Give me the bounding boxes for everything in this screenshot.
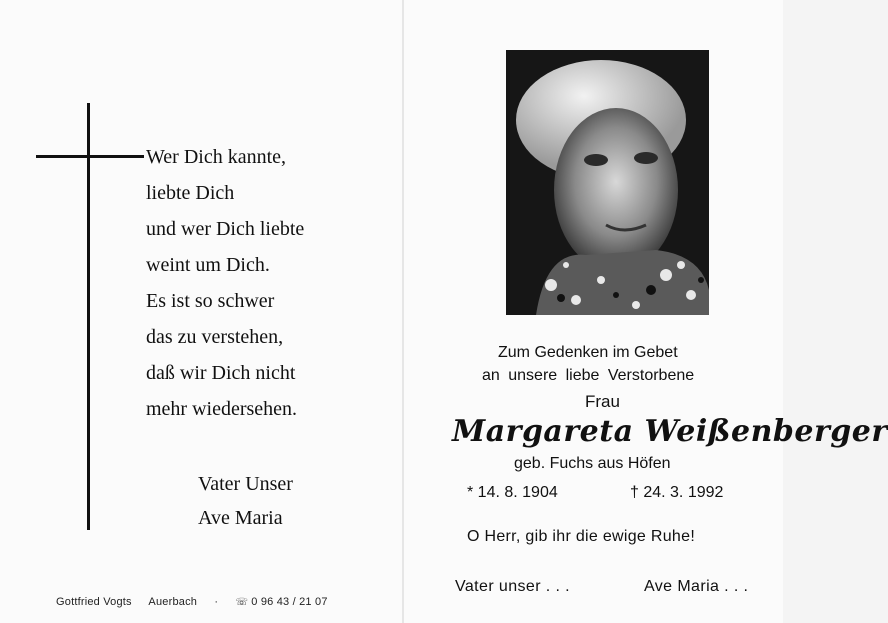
memorial-line-1: Zum Gedenken im Gebet [498,344,678,361]
poem-line: Wer Dich kannte, [146,146,286,168]
prayer-item: Ave Maria [198,507,283,529]
deceased-name: Margareta Weißenberger [452,414,888,449]
prayer-vater-unser: Vater unser . . . [455,578,570,595]
poem-line: weint um Dich. [146,254,270,276]
prayer-ave-maria: Ave Maria . . . [644,578,749,595]
portrait-photo [506,50,709,315]
poem-line: liebte Dich [146,182,235,204]
telephone-icon: ☏ [235,597,249,608]
death-date: † 24. 3. 1992 [630,484,724,501]
cross-icon-vertical [87,103,90,530]
printer-phone: 0 96 43 / 21 07 [251,596,328,608]
poem-line: daß wir Dich nicht [146,362,296,384]
prayer-item: Vater Unser [198,473,293,495]
poem-line: mehr wiedersehen. [146,398,298,420]
card-fold [402,0,404,623]
separator: · [214,596,219,608]
cross-icon-horizontal [36,155,144,158]
deceased-title: Frau [585,392,620,411]
birth-date: * 14. 8. 1904 [467,484,558,501]
printer-town: Auerbach [148,596,198,608]
maiden-name: geb. Fuchs aus Höfen [514,455,671,472]
rest-prayer: O Herr, gib ihr die ewige Ruhe! [467,528,696,545]
poem-line: Es ist so schwer [146,290,275,312]
printer-imprint [56,596,342,608]
poem-line: und wer Dich liebte [146,218,305,240]
memorial-line-2: an unsere liebe Verstorbene [482,367,695,384]
poem-line: das zu verstehen, [146,326,284,348]
poem [146,142,304,430]
portrait-image [506,50,709,315]
prayer-list [198,470,293,538]
printer-name: Gottfried Vogts [56,596,132,608]
